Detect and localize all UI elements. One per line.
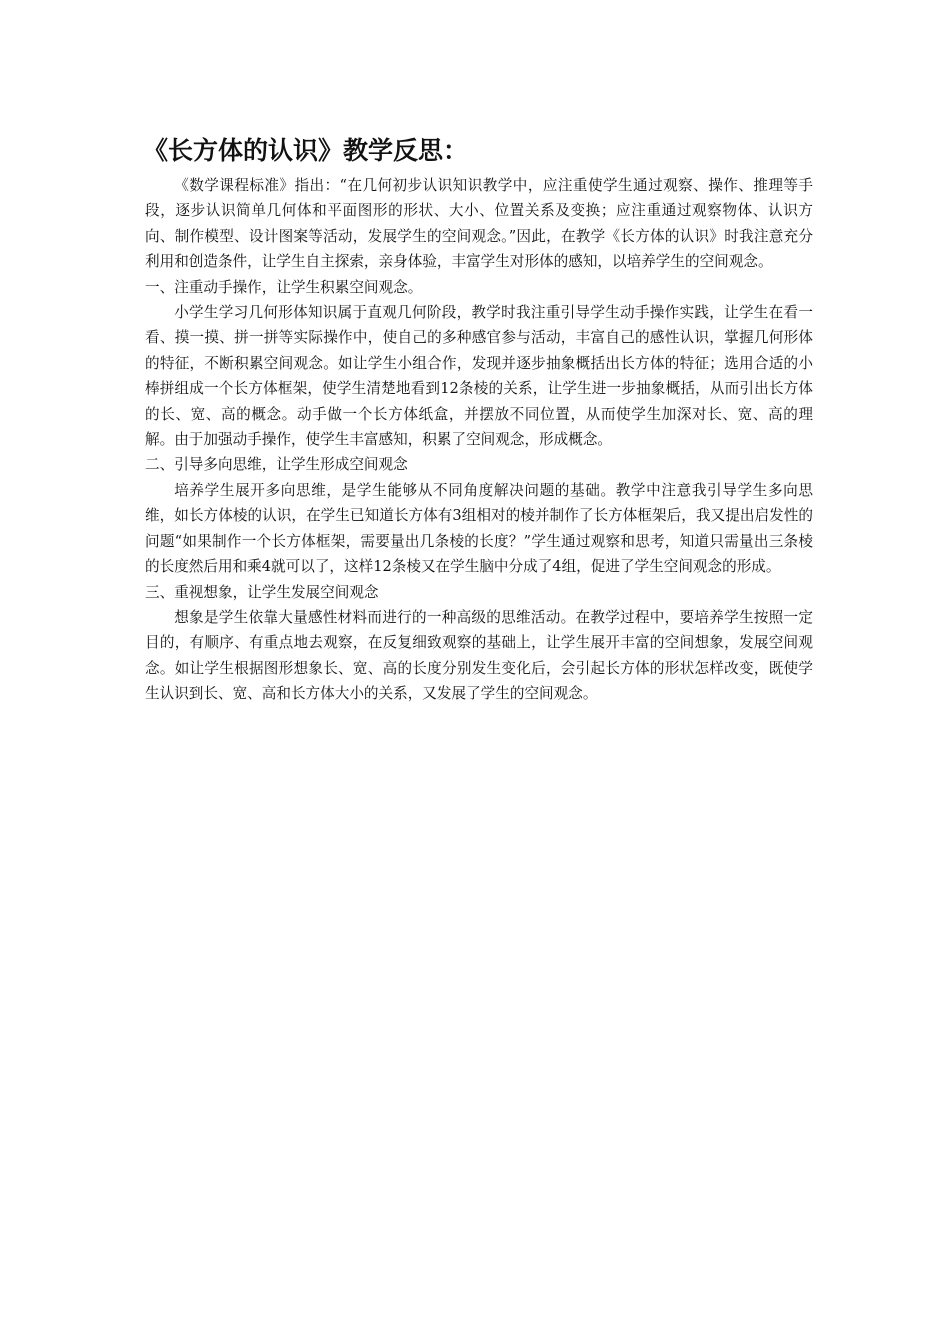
- section-heading-1: 一、注重动手操作，让学生积累空间观念。: [145, 278, 423, 296]
- document-body: [145, 133, 813, 707]
- intro-paragraph: 《数学课程标准》指出：“在几何初步认识知识教学中，应注重使学生通过观察、操作、推理等手段，逐步认识简单几何体和平面图形的形状、大小、位置关系及变换；应注重通过观察物体、认识方向、制作模型、设计图案等活动，发展学生的空间观念。”因此，在教学《长方体的认识》时我注意充分利用和创造条件，让学生自主探索，亲身体验，丰富学生对形体的感知，以培养学生的空间观念。: [145, 177, 813, 271]
- document-title: 《长方体的认识》教学反思：: [143, 136, 469, 165]
- section-body-2: 培养学生展开多向思维，是学生能够从不同角度解决问题的基础。教学中注意我引导学生多向思维，如长方体棱的认识，在学生已知道长方体有3组相对的棱并制作了长方体框架后，我又提出启发性的问题“如果制作一个长方体框架，需要量出几条棱的长度？”学生通过观察和思考，知道只需量出三条棱的长度然后用和乘4就可以了，这样12条棱又在学生脑中分成了4组，促进了学生空间观念的形成。: [145, 481, 813, 576]
- section-heading-2: 二、引导多向思维，让学生形成空间观念: [145, 456, 408, 474]
- section-body-1: 小学生学习几何形体知识属于直观几何阶段，教学时我注重引导学生动手操作实践，让学生在看一看、摸一摸、拼一拼等实际操作中，使自己的多种感官参与活动，丰富自己的感性认识，掌握几何形体的特征，不断积累空间观念。如让学生小组合作，发现并逐步抽象概括出长方体的特征；选用合适的小棒拼组成一个长方体框架，使学生清楚地看到12条棱的关系，让学生进一步抽象概括，从而引出长方体的长、宽、高的概念。动手做一个长方体纸盒，并摆放不同位置，从而使学生加深对长、宽、高的理解。由于加强动手操作，使学生丰富感知，积累了空间观念，形成概念。: [145, 304, 813, 449]
- section-body-3: 想象是学生依靠大量感性材料而进行的一种高级的思维活动。在教学过程中，要培养学生按照一定目的，有顺序、有重点地去观察，在反复细致观察的基础上，让学生展开丰富的空间想象，发展空间观念。如让学生根据图形想象长、宽、高的长度分别发生变化后，会引起长方体的形状怎样改变，既使学生认识到长、宽、高和长方体大小的关系，又发展了学生的空间观念。: [145, 608, 813, 703]
- section-heading-3: 三、重视想象，让学生发展空间观念: [145, 583, 379, 601]
